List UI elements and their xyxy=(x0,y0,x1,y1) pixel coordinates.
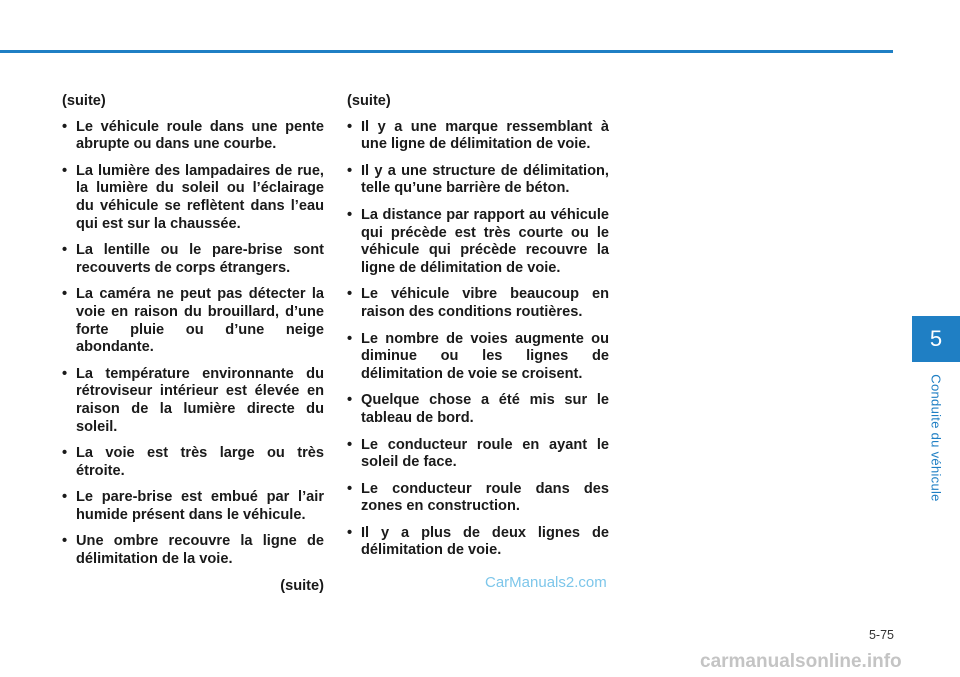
list-item: • La lumière des lampadaires de rue, la lumière du soleil ou l’éclairage du véhicule se reflètent dans l’eau qui est sur la chaussée. xyxy=(62,163,324,233)
page-number: 5-75 xyxy=(868,628,894,642)
list-item: • La voie est très large ou très étroite. xyxy=(62,445,324,480)
list-item: • Il y a une structure de délimitation, telle qu’une barrière de béton. xyxy=(347,163,609,198)
list-item: • Le nombre de voies augmente ou diminue ou les lignes de délimitation de voie se croisent. xyxy=(347,331,609,384)
bullet-list-left xyxy=(62,119,324,569)
right-column xyxy=(347,93,609,569)
bullet-list-right xyxy=(347,119,609,560)
left-column xyxy=(62,93,324,595)
list-item: • Le véhicule roule dans une pente abrupte ou dans une courbe. xyxy=(62,119,324,154)
watermark-carmanualsonline[interactable]: carmanualsonline.info xyxy=(700,651,902,672)
list-item: • Le véhicule vibre beaucoup en raison des conditions routières. xyxy=(347,286,609,321)
list-item: • La lentille ou le pare-brise sont recouverts de corps étrangers. xyxy=(62,242,324,277)
continued-label-bottom: (suite) xyxy=(280,577,324,594)
header-rule xyxy=(0,50,893,53)
list-item: • La caméra ne peut pas détecter la voie en raison du brouillard, d’une forte pluie ou d’une neige abondante. xyxy=(62,286,324,356)
list-item: • Le conducteur roule dans des zones en construction. xyxy=(347,481,609,516)
continued-label-top: (suite) xyxy=(62,93,106,109)
chapter-title: Conduite du véhicule xyxy=(928,374,944,502)
list-item: • Le pare-brise est embué par l’air humide présent dans le véhicule. xyxy=(62,489,324,524)
list-item: • Il y a une marque ressemblant à une ligne de délimitation de voie. xyxy=(347,119,609,154)
list-item: • Il y a plus de deux lignes de délimitation de voie. xyxy=(347,525,609,560)
list-item: • La température environnante du rétroviseur intérieur est élevée en raison de la lumière directe du soleil. xyxy=(62,366,324,436)
list-item: • Le conducteur roule en ayant le soleil de face. xyxy=(347,437,609,472)
watermark-carmanuals2[interactable]: CarManuals2.com xyxy=(485,574,607,591)
list-item: • Quelque chose a été mis sur le tableau de bord. xyxy=(347,392,609,427)
chapter-tab: 5 xyxy=(912,316,960,362)
list-item: • La distance par rapport au véhicule qui précède est très courte ou le véhicule qui précède recouvre la ligne de délimitation de voie. xyxy=(347,207,609,277)
list-item: • Une ombre recouvre la ligne de délimitation de la voie. xyxy=(62,533,324,568)
continued-label-top: (suite) xyxy=(347,93,391,109)
